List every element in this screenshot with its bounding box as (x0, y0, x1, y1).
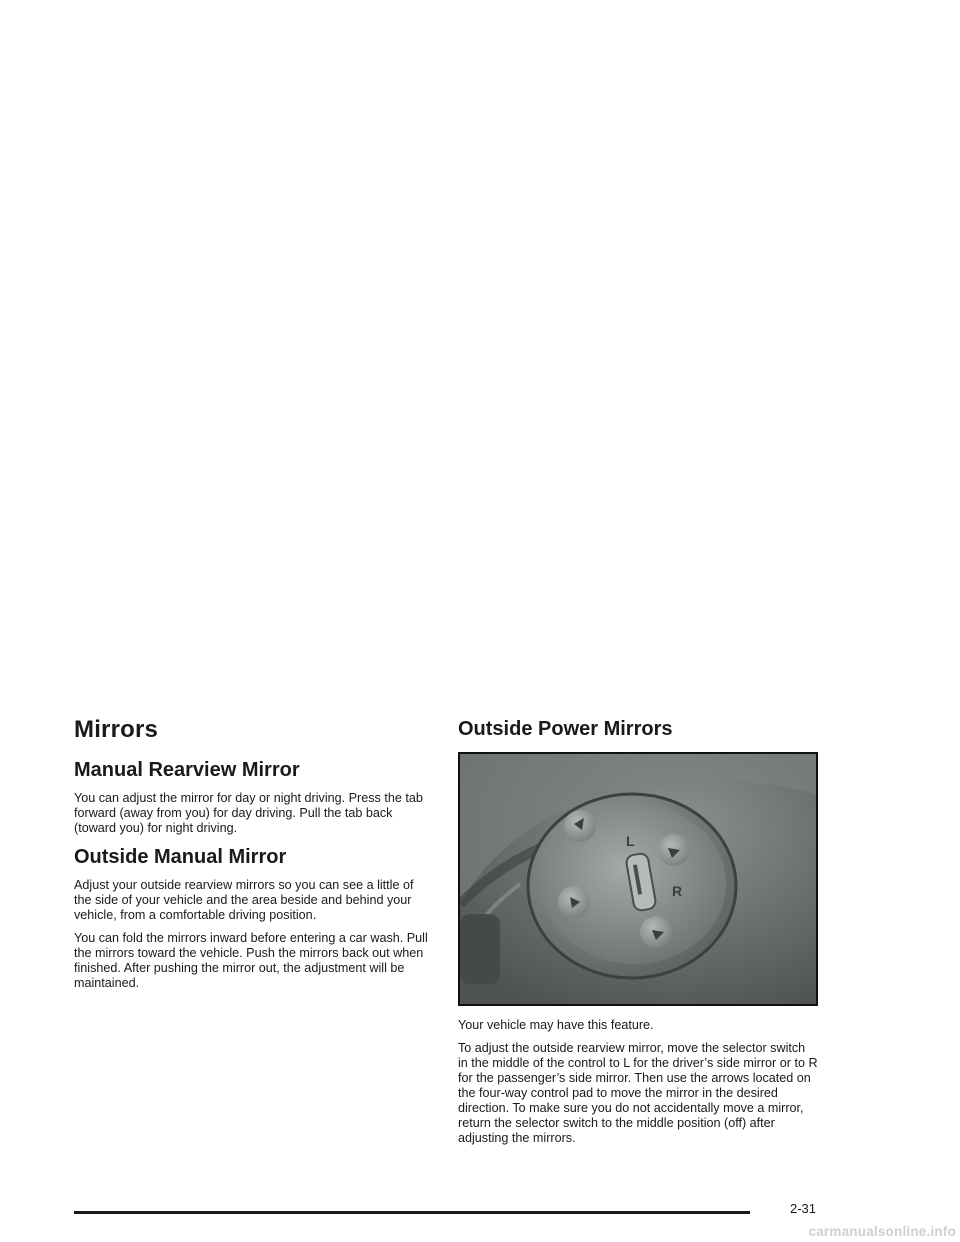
outside-manual-mirror-text-1: Adjust your outside rearview mirrors so you can see a little of the side of your vehicle and the area beside and behind your vehicle, from a comfortable driving position. (74, 878, 414, 922)
footer-rule (74, 1211, 750, 1214)
mirror-switch-illustration (460, 754, 816, 1004)
power-mirrors-feature-note: Your vehicle may have this feature. (458, 1018, 654, 1032)
switch-label-r: R (672, 883, 683, 899)
left-column (74, 714, 434, 999)
switch-label-l: L (626, 833, 635, 849)
manual-rearview-mirror-heading: Manual Rearview Mirror (74, 759, 300, 781)
section-title: Mirrors (74, 716, 159, 743)
power-mirror-control-photo (458, 752, 818, 1006)
watermark: carmanualsonline.info (808, 1224, 956, 1239)
outside-manual-mirror-heading: Outside Manual Mirror (74, 846, 287, 868)
page-number: 2-31 (790, 1201, 817, 1216)
right-column (458, 716, 818, 1154)
outside-power-mirrors-heading: Outside Power Mirrors (458, 718, 673, 740)
outside-manual-mirror-text-2: You can fold the mirrors inward before entering a car wash. Pull the mirrors toward the vehicle. Push the mirrors back out when finished. After pushing the mirror out, the adjustment will be maintained. (74, 931, 428, 990)
power-mirrors-instructions: To adjust the outside rearview mirror, move the selector switch in the middle of the control to L for the driver’s side mirror or to R for the passenger’s side mirror. Then use the arrows located on the four-way control pad to move the mirror in the desired direction. To make sure you do not accidentally move a mirror, return the selector switch to the middle position (off) after adjusting the mirrors. (458, 1041, 818, 1145)
manual-rearview-mirror-text: You can adjust the mirror for day or night driving. Press the tab forward (away from you) for day driving. Pull the tab back (toward you) for night driving. (74, 791, 423, 835)
